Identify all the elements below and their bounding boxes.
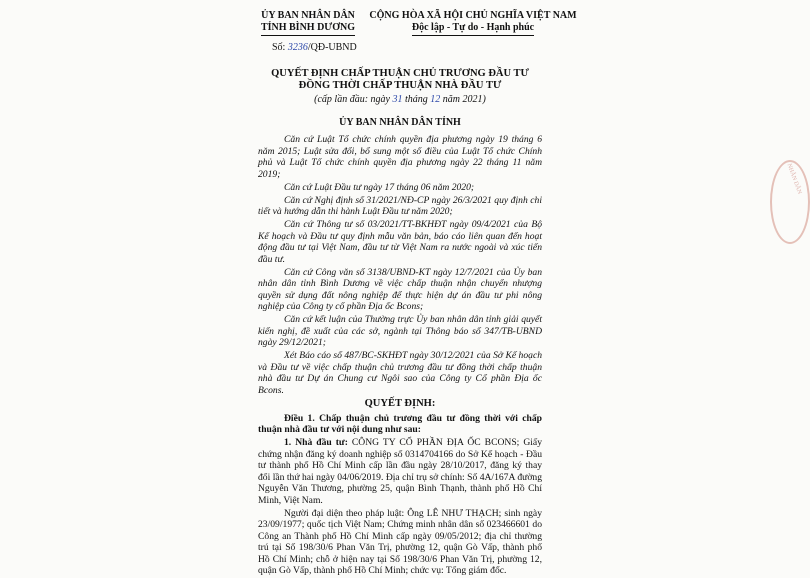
doc-number-suffix: /QĐ-UBND	[307, 42, 357, 53]
issue-date-middle: tháng	[404, 94, 428, 105]
stamp-text: NHÂN DÂN	[785, 163, 803, 195]
national-motto	[368, 10, 578, 36]
title-line-1: QUYẾT ĐỊNH CHẤP THUẬN CHỦ TRƯƠNG ĐẦU TƯ	[271, 68, 529, 79]
legal-basis: Căn cứ kết luận của Thường trực Ủy ban nhân dân tỉnh giải quyết kiến nghị, đề xuất của các sở, ngành tại Thông báo số 347/TB-UBND ngày 29/12/2021;	[258, 314, 542, 348]
issuing-authority	[254, 10, 362, 36]
document-title	[250, 68, 550, 92]
investor-details: CÔNG TY CỔ PHẦN ĐỊA ỐC BCONS; Giấy chứng nhận đăng ký doanh nghiệp số 0314704166 do Sở Kế hoạch - Đầu tư thành phố Hồ Chí Minh cấp lần đầu ngày 28/10/2017, đăng ký thay đổi lần thứ hai ngày 04/06/2019. Địa chỉ trụ sở chính: Số 4A/167A đường Nguyễn Văn Thương, phường 25, quận Bình Thạnh, thành phố Hồ Chí Minh, Việt Nam.	[258, 437, 542, 506]
motto: Độc lập - Tự do - Hạnh phúc	[412, 22, 534, 36]
decision-heading: QUYẾT ĐỊNH:	[364, 398, 436, 409]
issue-date-suffix: năm 2021)	[442, 94, 486, 105]
article-1: Điều 1. Chấp thuận chủ trương đầu tư đồng thời với chấp thuận nhà đầu tư với nội dung như sau:	[258, 412, 542, 435]
legal-basis: Căn cứ Công văn số 3138/UBND-KT ngày 12/7/2021 của Ủy ban nhân dân tỉnh Bình Dương về việc chấp thuận nhận chuyển nhượng quyền sử dụng đất nông nghiệp để thực hiện dự án đầu tư phi nông nghiệp của Công ty cổ phần Địa ốc Bcons;	[258, 266, 542, 312]
red-seal-stamp	[770, 160, 810, 244]
representative-paragraph: Người đại diện theo pháp luật: Ông LÊ NHƯ THẠCH; sinh ngày 23/09/1977; quốc tịch Việt Nam; Chứng minh nhân dân số 023466601 do Công an Thành phố Hồ Chí Minh cấp ngày 09/05/2012; địa chỉ thường trú tại Số 198/30/6 Phan Văn Trị, phường 12, quận Gò Vấp, thành phố Hồ Chí Minh; chỗ ở hiện nay tại Số 198/30/6 Phan Văn Trị, phường 12, quận Gò Vấp, thành phố Hồ Chí Minh; chức vụ: Tổng giám đốc.	[258, 507, 542, 576]
doc-number-prefix: Số:	[272, 42, 286, 53]
authority-line-1: ỦY BAN NHÂN DÂN	[261, 10, 355, 21]
doc-number-handwritten: 3236	[287, 42, 308, 53]
investor-label: 1. Nhà đầu tư:	[284, 437, 348, 448]
authority-heading: ỦY BAN NHÂN DÂN TỈNH	[339, 117, 461, 128]
issue-date-prefix: (cấp lần đầu: ngày	[314, 94, 390, 105]
issue-day-handwritten: 31	[392, 94, 403, 105]
title-line-2: ĐỒNG THỜI CHẤP THUẬN NHÀ ĐẦU TƯ	[298, 80, 502, 91]
issue-month-handwritten: 12	[430, 94, 441, 105]
legal-basis: Căn cứ Thông tư số 03/2021/TT-BKHĐT ngày 09/4/2021 của Bộ Kế hoạch và Đầu tư quy định mẫu văn bản, báo cáo liên quan đến hoạt động đầu tư tại Việt Nam, đầu tư từ Việt Nam ra nước ngoài và xúc tiến đầu tư.	[258, 219, 542, 265]
legal-basis: Căn cứ Luật Đầu tư ngày 17 tháng 06 năm 2020;	[284, 181, 475, 193]
issue-date-line	[250, 94, 550, 105]
investor-paragraph	[258, 437, 542, 506]
nation-name: CỘNG HÒA XÃ HỘI CHỦ NGHĨA VIỆT NAM	[369, 10, 577, 21]
legal-basis: Căn cứ Nghị định số 31/2021/NĐ-CP ngày 26/3/2021 quy định chi tiết và hướng dẫn thi hành Luật Đầu tư năm 2020;	[258, 194, 542, 217]
document-body	[258, 134, 542, 578]
legal-basis: Căn cứ Luật Tổ chức chính quyền địa phương ngày 19 tháng 6 năm 2015; Luật sửa đổi, bổ sung một số điều của Luật Tổ chức Chính phủ và Luật Tổ chức chính quyền địa phương ngày 22 tháng 11 năm 2019;	[258, 134, 542, 180]
legal-basis: Xét Báo cáo số 487/BC-SKHĐT ngày 30/12/2021 của Sở Kế hoạch và Đầu tư về việc chấp thuận chủ trương đầu tư đồng thời chấp thuận nhà đầu tư Dự án Chung cư Ngôi sao của Công ty Cổ phần Địa ốc Bcons.	[258, 350, 542, 396]
authority-line-2: TỈNH BÌNH DƯƠNG	[261, 22, 355, 36]
document-number	[272, 42, 357, 53]
